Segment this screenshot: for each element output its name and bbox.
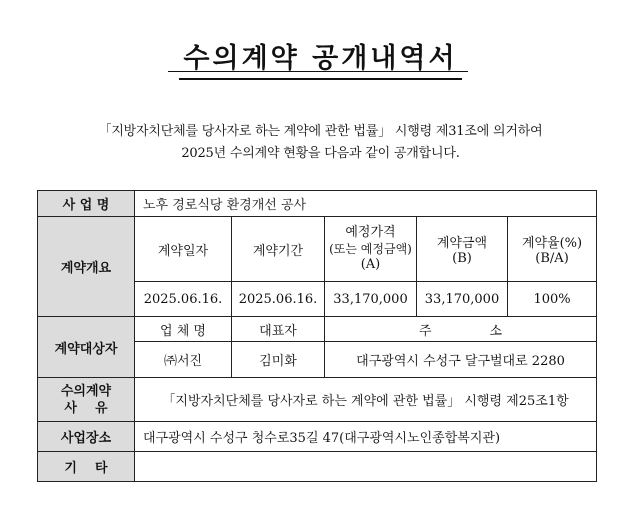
rate-line-1: 계약율(%): [521, 236, 583, 251]
row-etc: [38, 452, 597, 482]
header-company: 업 체 명: [135, 317, 232, 342]
amount-line-2: (B): [452, 251, 472, 266]
title-underline: [168, 71, 468, 72]
row-project-name: [38, 191, 597, 217]
value-contract-amount: 33,170,000: [417, 282, 508, 317]
value-estimated-price: 33,170,000: [325, 282, 417, 317]
etc-value: [135, 452, 597, 482]
row-summary-headers: [38, 217, 597, 282]
header-representative: 대표자: [232, 317, 325, 342]
estimated-line-2: (또는 예정금액): [329, 242, 412, 256]
intro-text: [0, 121, 641, 165]
header-contract-date: 계약일자: [135, 217, 232, 282]
header-address: 주 소: [325, 317, 597, 342]
intro-line-1: 「지방자치단체를 당사자로 하는 계약에 관한 법률」 시행령 제31조에 의거하여: [98, 124, 543, 139]
value-contract-period: 2025.06.16.: [232, 282, 325, 317]
value-representative: 김미화: [232, 342, 325, 378]
row-reason: [38, 378, 597, 422]
header-contract-amount: [417, 217, 508, 282]
value-contract-rate: 100%: [508, 282, 597, 317]
reason-label-line-2: 사 유: [64, 400, 108, 416]
header-contract-period: 계약기간: [232, 217, 325, 282]
reason-label: [38, 378, 135, 422]
contractor-label: 계약대상자: [38, 317, 135, 378]
etc-label: 기 타: [38, 452, 135, 482]
estimated-line-3: (A): [360, 257, 381, 272]
contract-table: [37, 190, 597, 482]
reason-value: 「지방자치단체를 당사자로 하는 계약에 관한 법률」 시행령 제25조1항: [135, 378, 597, 422]
estimated-line-1: 예정가격: [345, 225, 396, 240]
project-name-value: 노후 경로식당 환경개선 공사: [135, 191, 597, 217]
row-location: [38, 422, 597, 452]
reason-label-line-1: 수의계약: [60, 383, 112, 399]
location-value: 대구광역시 수성구 청수로35길 47(대구광역시노인종합복지관): [135, 422, 597, 452]
header-estimated-price: [325, 217, 417, 282]
header-contract-rate: [508, 217, 597, 282]
project-name-label: 사 업 명: [38, 191, 135, 217]
value-company: ㈜서진: [135, 342, 232, 378]
summary-label: 계약개요: [38, 217, 135, 317]
intro-line-2: 2025년 수의계약 현황을 다음과 같이 공개합니다.: [181, 146, 460, 161]
amount-line-1: 계약금액: [436, 236, 488, 251]
row-contractor-headers: [38, 317, 597, 342]
rate-line-2: (B/A): [535, 251, 569, 266]
value-address: 대구광역시 수성구 달구벌대로 2280: [325, 342, 597, 378]
location-label: 사업장소: [38, 422, 135, 452]
page-title: 수의계약 공개내역서: [0, 36, 641, 80]
value-contract-date: 2025.06.16.: [135, 282, 232, 317]
